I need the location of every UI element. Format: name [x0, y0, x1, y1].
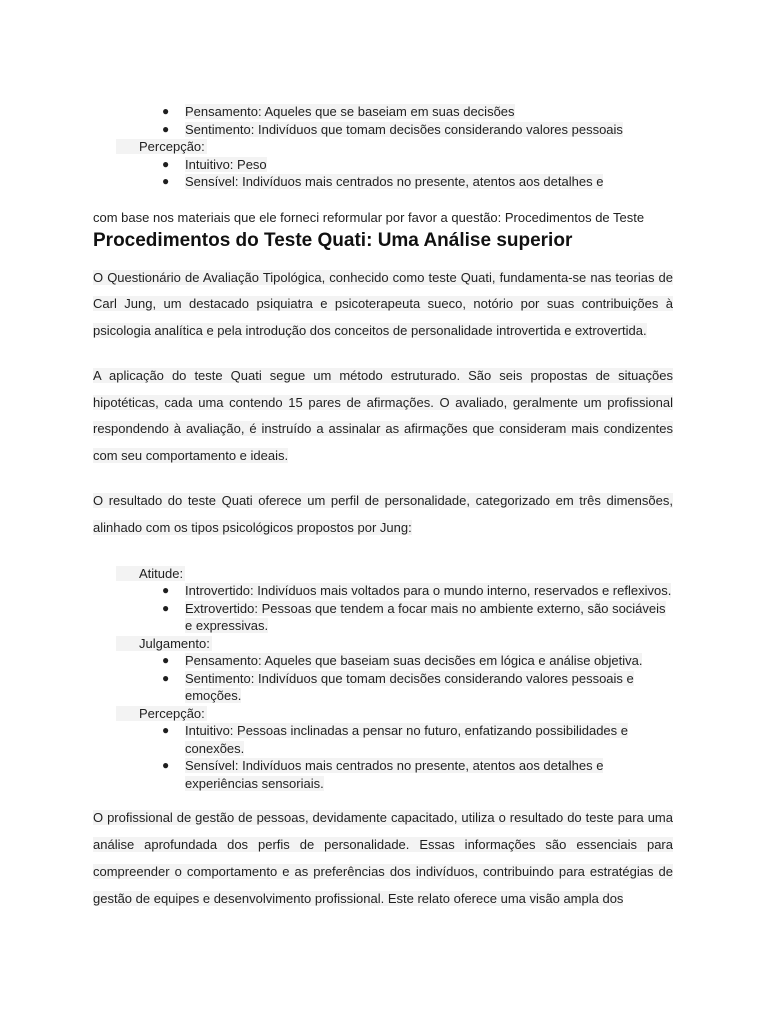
dimension-items-perception: [93, 722, 673, 792]
paragraph-intro: O Questionário de Avaliação Tipológica, conhecido como teste Quati, fundamenta-se nas teorias de Carl Jung, um destacado psiquiatra e psicoterapeuta sueco, notório por suas contribuições à psicologia analítica e pela introdução dos conceitos de personalidade introvertida e extrovertida.: [93, 269, 673, 339]
dimension-items-judgment: [93, 652, 673, 705]
bullet-icon: ●: [162, 104, 170, 118]
list-item: ● Pensamento: Aqueles que baseiam suas decisões em lógica e análise objetiva.: [162, 653, 643, 669]
category-label: Percepção:: [93, 705, 673, 723]
bullet-icon: ●: [162, 583, 170, 598]
list-item: ● Sensível: Indivíduos mais centrados no presente, atentos aos detalhes e experiências sensoriais.: [162, 758, 604, 791]
list-item: ● Sentimento: Indivíduos que tomam decisões considerando valores pessoais: [162, 121, 623, 137]
list-item: ● Intuitivo: Pessoas inclinadas a pensar no futuro, enfatizando possibilidades e conexões.: [162, 723, 629, 756]
paragraph-conclusion: O profissional de gestão de pessoas, devidamente capacitado, utiliza o resultado do teste para uma análise aprofundada dos perfis de personalidade. Essas informações são essenciais para compreender o comportamento e as preferências dos indivíduos, contribuindo para estratégias de gestão de equipes e desenvolvimento profissional. Este relato oferece uma visão ampla dos: [93, 810, 673, 906]
top-sublist-thinking: [93, 103, 673, 138]
bullet-icon: ●: [162, 121, 170, 136]
bullet-icon: ●: [162, 600, 170, 615]
top-list: [93, 103, 673, 191]
category-label: Julgamento:: [93, 635, 673, 653]
paragraph-result: O resultado do teste Quati oferece um perfil de personalidade, categorizado em três dimensões, alinhado com os tipos psicológicos propostos por Jung:: [93, 493, 673, 535]
bullet-icon: ●: [162, 653, 170, 668]
category-label: Atitude:: [93, 565, 673, 583]
dimension-items-attitude: [93, 582, 673, 635]
list-item: ● Intuitivo: Peso: [162, 156, 267, 172]
list-item: ● Sensível: Indivíduos mais centrados no presente, atentos aos detalhes e: [162, 174, 604, 189]
list-item: ● Introvertido: Indivíduos mais voltados para o mundo interno, reservados e reflexivos.: [162, 583, 672, 599]
document-page: [93, 100, 673, 912]
page-title: Procedimentos do Teste Quati: Uma Análise superior: [93, 229, 573, 251]
paragraph-application: A aplicação do teste Quati segue um método estruturado. São seis propostas de situações hipotéticas, cada uma contendo 15 pares de afirmações. O avaliado, geralmente um profissional respondendo à avaliação, é instruído a assinalar as afirmações que consideram mais condizentes com seu comportamento e ideais.: [93, 367, 673, 464]
bullet-icon: ●: [162, 174, 170, 188]
bullet-icon: ●: [162, 758, 170, 773]
bullet-icon: ●: [162, 156, 170, 171]
user-request-text: com base nos materiais que ele forneci reformular por favor a questão: Procedimentos de Teste: [93, 209, 645, 225]
bullet-icon: ●: [162, 723, 170, 738]
dimensions-list: [93, 565, 673, 793]
category-label: Percepção:: [93, 138, 673, 156]
top-sublist-perception: [93, 156, 673, 191]
list-item: ● Extrovertido: Pessoas que tendem a focar mais no ambiente externo, são sociáveis e expressivas.: [162, 600, 666, 634]
list-item: ● Pensamento: Aqueles que se baseiam em suas decisões: [162, 104, 515, 119]
bullet-icon: ●: [162, 670, 170, 685]
list-item: ● Sentimento: Indivíduos que tomam decisões considerando valores pessoais e emoções.: [162, 670, 634, 704]
